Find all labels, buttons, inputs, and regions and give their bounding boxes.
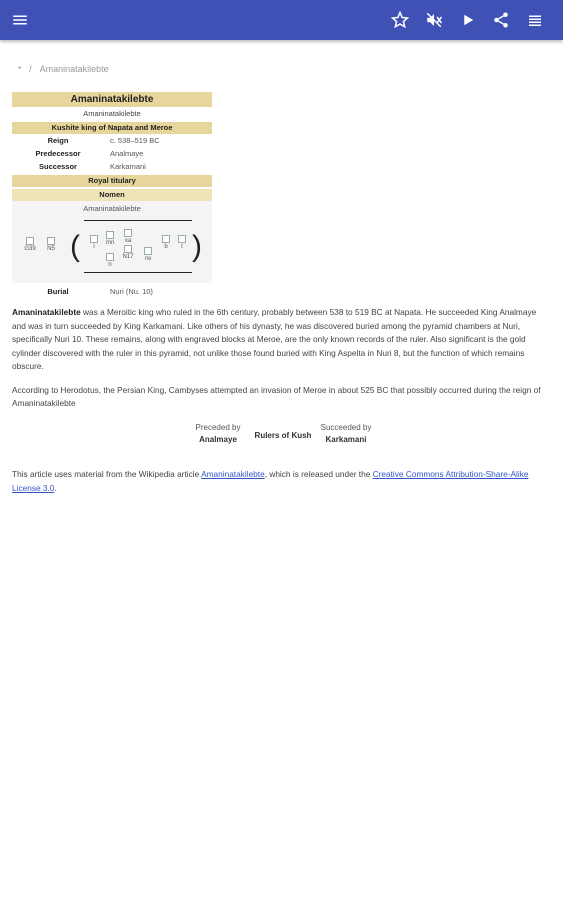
cartouche-left: (: [70, 230, 80, 263]
cartouche-top-line: [84, 220, 192, 221]
article-body: [12, 306, 552, 421]
succession-title: Rulers of Kush: [254, 431, 312, 440]
infobox-value[interactable]: Karkamani: [110, 162, 146, 171]
infobox-row-predecessor: [12, 147, 212, 160]
infobox-value: Nuri (Nu. 10): [110, 287, 153, 296]
breadcrumb-home[interactable]: *: [18, 64, 22, 74]
glyph-image: t: [174, 235, 190, 250]
preceded-by: Preceded by Analmaye: [188, 423, 248, 444]
cartouche-right: ): [192, 230, 202, 263]
glyph-image: N17: [120, 245, 136, 260]
breadcrumb-current: Amaninatakilebte: [39, 64, 109, 74]
infobox-subtitle: Amaninatakilebte: [83, 109, 141, 118]
glyph-image: rw: [140, 247, 156, 262]
succeeded-by-name[interactable]: Karkamani: [325, 435, 367, 444]
infobox-label: Reign: [47, 136, 69, 145]
glyph-image: N5: [43, 237, 59, 252]
succeeded-by: Succeeded by Karkamani: [312, 423, 380, 444]
license-note: This article uses material from the Wikipedia article Amaninatakilebte, which is released under the Creative Commons Attribution-Share-Alike License 3.0.: [12, 469, 529, 493]
infobox-label: Burial: [47, 287, 69, 296]
infobox-value: c. 538–519 BC: [110, 136, 160, 145]
glyph-image: mn: [102, 231, 118, 246]
infobox-royal-titulary: Royal titulary: [12, 175, 212, 187]
preceded-by-name[interactable]: Analmaye: [199, 435, 237, 444]
article-paragraph: According to Herodotus, the Persian King, Cambyses attempted an invasion of Meroe in about 525 BC that possibly occurred during the reign of Amaninatakilebte: [12, 384, 541, 408]
infobox: [12, 92, 212, 298]
article-subject: Amaninatakilebte: [12, 307, 81, 317]
infobox-title: Amaninatakilebte: [12, 92, 212, 107]
app-bar: [0, 0, 563, 40]
glyph-image: b: [158, 235, 174, 250]
star-icon[interactable]: [390, 10, 410, 30]
infobox-label: Predecessor: [35, 149, 81, 158]
wikipedia-article-link[interactable]: Amaninatakilebte: [201, 469, 265, 479]
article-paragraph: Amaninatakilebte was a Meroitic king who ruled in the 6th century, probably between 538 to 519 BC at Napata. He succeeded King Analmaye and was in turn succeeded by King Karkamani. Like others of his dynasty, he was discovered buried among the pyramid chambers at Nuri, specifically Nuri 10. These remains, along with engraved blocks at Meroe, are the only known records of the ruler. Also significant is the gold cylinder discovered with the ruler in this pyramid, not unlike those found buried with King Aspelta in Nuri 8, but the function of which remains obscure.: [12, 307, 537, 371]
play-icon[interactable]: [458, 10, 478, 30]
infobox-row-reign: [12, 134, 212, 147]
glyph-image: i: [86, 235, 102, 250]
nomen-caption: Amaninatakilebte: [83, 204, 141, 213]
breadcrumb-separator: /: [29, 64, 32, 74]
volume-off-icon[interactable]: [424, 10, 444, 30]
cartouche-bottom-line: [84, 272, 192, 273]
glyph-image: G39: [22, 237, 38, 252]
license-link[interactable]: Creative Commons Attribution-Share-Alike License 3.0: [12, 469, 529, 493]
infobox-value[interactable]: Analmaye: [110, 149, 144, 158]
glyph-image: n: [102, 253, 118, 268]
infobox-row-burial: [12, 285, 212, 298]
share-icon[interactable]: [491, 10, 511, 30]
glyph-image: xa: [120, 229, 136, 244]
view-headline-icon[interactable]: [525, 10, 545, 30]
infobox-nomen-label: Nomen: [12, 189, 212, 201]
breadcrumb: [18, 64, 109, 74]
infobox-row-successor: [12, 160, 212, 173]
infobox-label: Successor: [39, 162, 77, 171]
infobox-role: Kushite king of Napata and Meroe: [12, 122, 212, 134]
hieroglyph-panel: [12, 201, 212, 283]
menu-icon[interactable]: [10, 10, 30, 30]
